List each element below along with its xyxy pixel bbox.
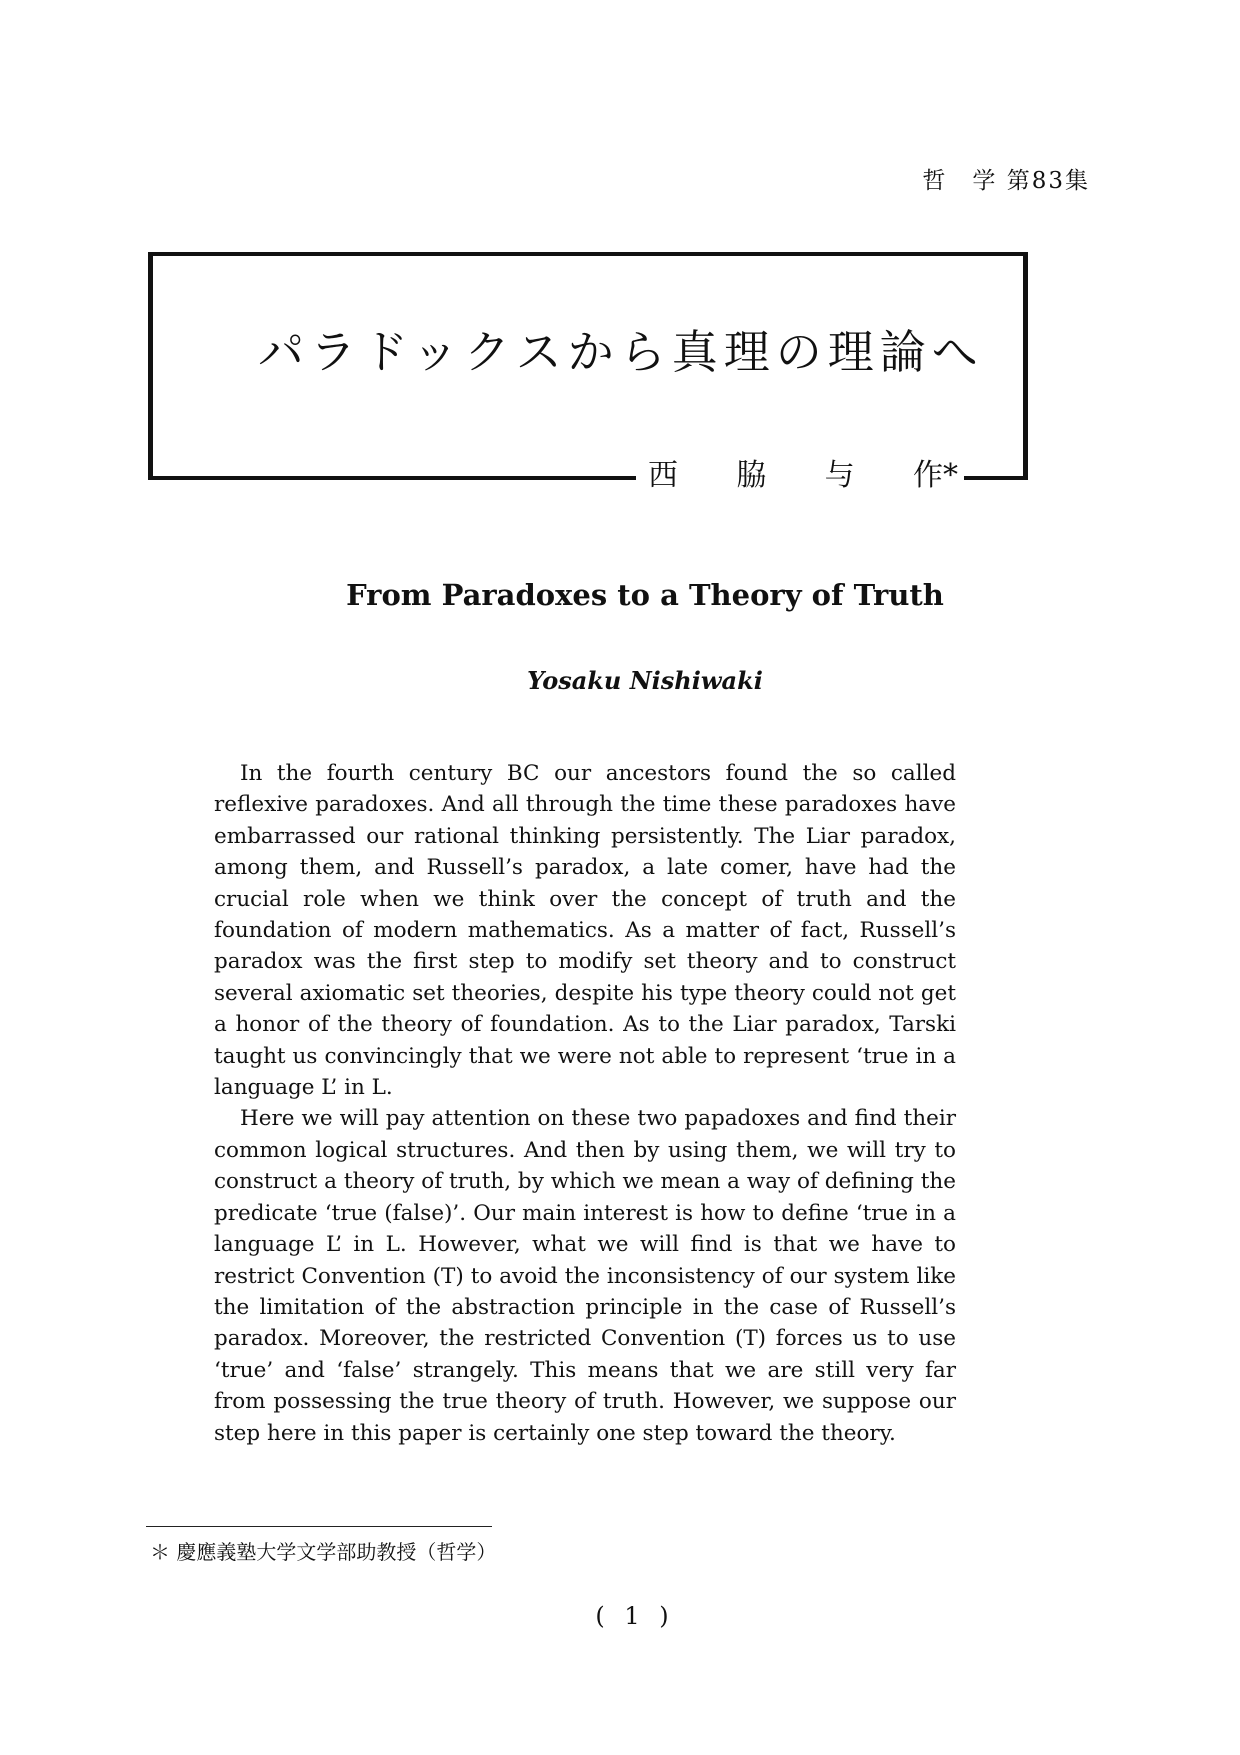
abstract-paragraph: Here we will pay attention on these two papadoxes and find their common logical structures. And then by using them, we will try to construct a theory of truth, by which we mean a way of defining the predicate ‘true (false)’. Our main interest is how to define ‘true in a language L’ in L. However, what we will find is that we have to restrict Convention (T) to avoid the inconsistency of our system like the limitation of the abstraction principle in the case of Russell’s paradox. Moreover, the restricted Convention (T) forces us to use ‘true’ and ‘false’ strangely. This means that we are still very far from possessing the true theory of truth. However, we suppose our step here in this paper is certainly one step toward the theory. bbox=[214, 1106, 956, 1446]
footnote-rule bbox=[146, 1526, 492, 1527]
japanese-author-char: 与 bbox=[824, 458, 855, 493]
journal-header: 哲 学 第83集 bbox=[922, 168, 1090, 194]
abstract-paragraph: In the fourth century BC our ancestors found the so called reflexive paradoxes. And all through the time these paradoxes have embarrassed our rational thinking persistently. The Liar paradox, among them, and Russell’s paradox, a late comer, have had the crucial role when we think over the concept of truth and the foundation of modern mathematics. As a matter of fact, Russell’s paradox was the first step to modify set theory and to construct several axiomatic set theories, despite his type theory could not get a honor of the theory of foundation. As to the Liar paradox, Tarski taught us convincingly that we were not able to represent ‘true in a language L’ in L. bbox=[214, 761, 956, 1101]
frame-top-rule bbox=[148, 252, 1028, 256]
english-title: From Paradoxes to a Theory of Truth bbox=[346, 578, 944, 612]
frame-right-rule bbox=[1023, 252, 1028, 480]
title-frame bbox=[148, 252, 1028, 493]
footnote: ＊ 慶應義塾大学文学部助教授（哲学） bbox=[150, 1540, 497, 1564]
english-author: Yosaku Nishiwaki bbox=[527, 666, 763, 695]
frame-bottom-rule-left bbox=[148, 476, 636, 480]
page-number: ( 1 ) bbox=[595, 1602, 675, 1630]
japanese-author-char: 西 bbox=[648, 458, 678, 493]
japanese-title: パラドックスから真理の理論へ bbox=[258, 325, 984, 379]
japanese-author-char: 脇 bbox=[736, 458, 767, 493]
japanese-author bbox=[636, 450, 964, 494]
frame-bottom-rule-right bbox=[964, 476, 1028, 480]
abstract bbox=[214, 758, 956, 1449]
japanese-author-char: 作* bbox=[912, 458, 958, 493]
frame-left-rule bbox=[148, 252, 153, 480]
